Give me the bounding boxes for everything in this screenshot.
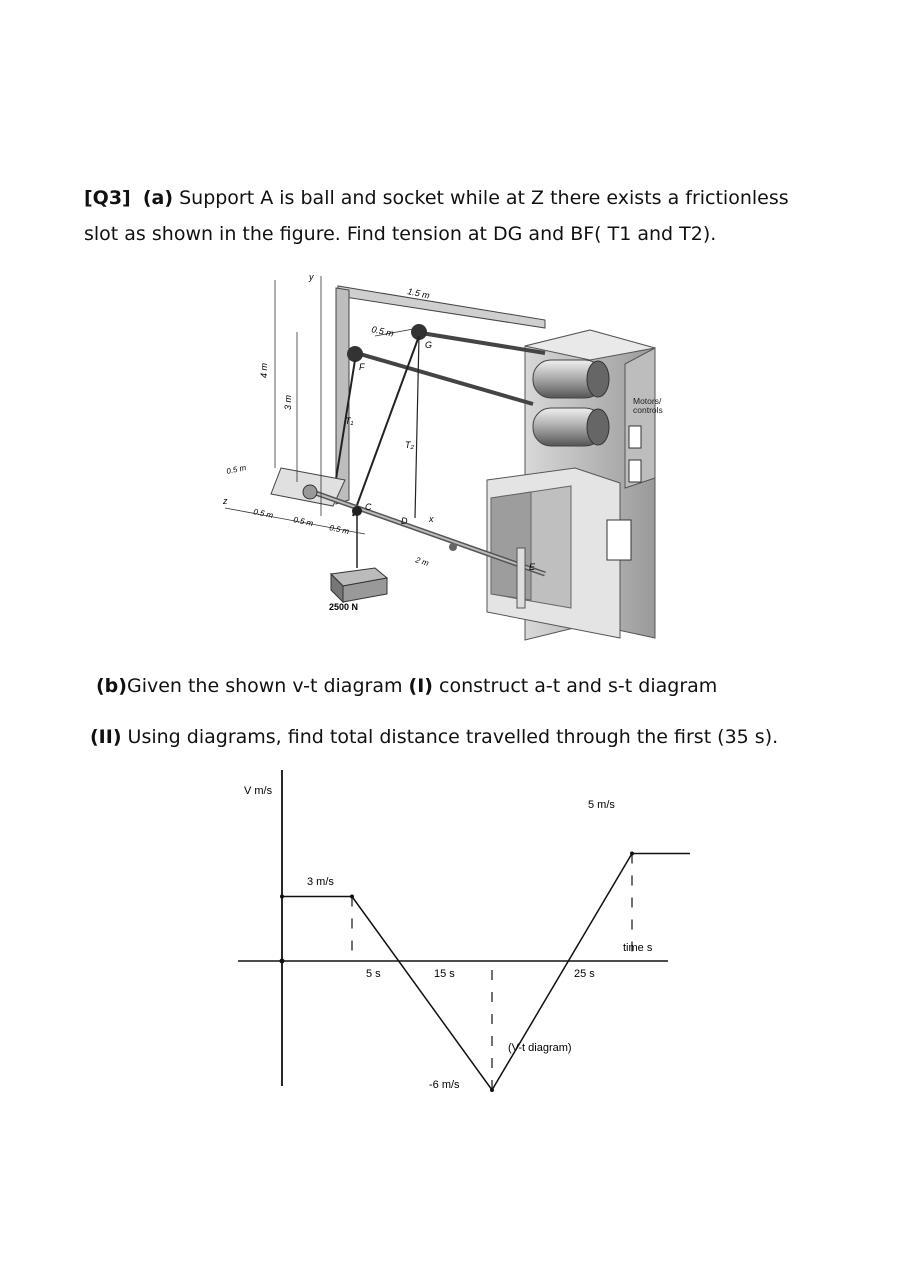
bracket-e [517,548,525,608]
question-3b-line1 [96,668,856,704]
load-label: 2500 N [329,602,359,612]
part-a-label: (a) [142,187,174,209]
dim-upper: 0.5 m [370,324,395,339]
switch-panel [629,426,641,448]
axis-x-label: x [429,514,434,524]
tick-label-25s: 25 s [574,968,595,980]
pulley-f [347,346,363,362]
tension-t1-label: T₁ [345,416,354,426]
question-tag: [Q3] [84,187,131,209]
data-point-2 [490,1088,494,1092]
data-point-0 [280,895,284,899]
point-d-label: D [401,516,408,526]
axis-z-label: z [223,496,228,506]
y-axis-label: V m/s [244,785,273,797]
question-3a-line2: slot as shown in the figure. Find tension at DG and BF( T1 and T2). [84,223,717,245]
question-3b-line2 [90,719,870,755]
part-b-label: (b) [96,675,127,697]
velocity-series-line [282,854,690,1091]
part-b-text: Given the shown v-t diagram [126,675,409,697]
data-point-3 [630,852,634,856]
vt-diagram [230,768,690,1098]
x-axis-label: time s [623,942,653,954]
dim-bottom-1: 0.5 m [252,507,275,521]
dim-4m: 4 m [259,362,269,378]
point-g-label: G [425,340,433,350]
dim-bottom-2: 0.5 m [292,515,315,529]
roman-i-label: (I) [408,675,433,697]
dim-2m: 2 m [414,555,430,569]
axis-y-label: y [309,272,314,282]
part-b-text-2: construct a-t and s-t diagram [432,675,718,697]
roman-ii-label: (II) [90,726,122,748]
point-e-label: E [529,562,536,572]
panel-label-1: Motors/ [633,396,662,406]
annotation-neg6ms: -6 m/s [429,1079,460,1091]
panel-label-2: controls [633,405,663,415]
diagram-caption: (V-t diagram) [508,1042,572,1054]
point-c-label: C [365,502,372,512]
point-f-label: F [359,362,365,372]
tick-label-15s: 15 s [434,968,455,980]
frame-top-beam [338,286,545,328]
annotation-5ms: 5 m/s [588,799,615,811]
dim-3m: 3 m [283,394,293,410]
dim-left: 0.5 m [225,462,247,476]
dim-top: 1.5 m [406,286,431,301]
part-b-text-3: Using diagrams, find total distance travelled through the first (35 s). [121,726,779,748]
annotation-3ms: 3 m/s [307,876,334,888]
dim-bottom-3: 0.5 m [328,523,351,537]
tension-t2-label: T₂ [405,440,414,450]
rod-g [415,332,545,353]
shaft-support-figure [215,268,695,648]
control-panel [607,520,631,560]
data-point-1 [350,895,354,899]
question-3a-line1: Support A is ball and socket while at Z there exists a frictionless [173,187,789,209]
question-3a [84,180,844,252]
tick-label-5s: 5 s [366,968,381,980]
rod-f [353,352,533,404]
